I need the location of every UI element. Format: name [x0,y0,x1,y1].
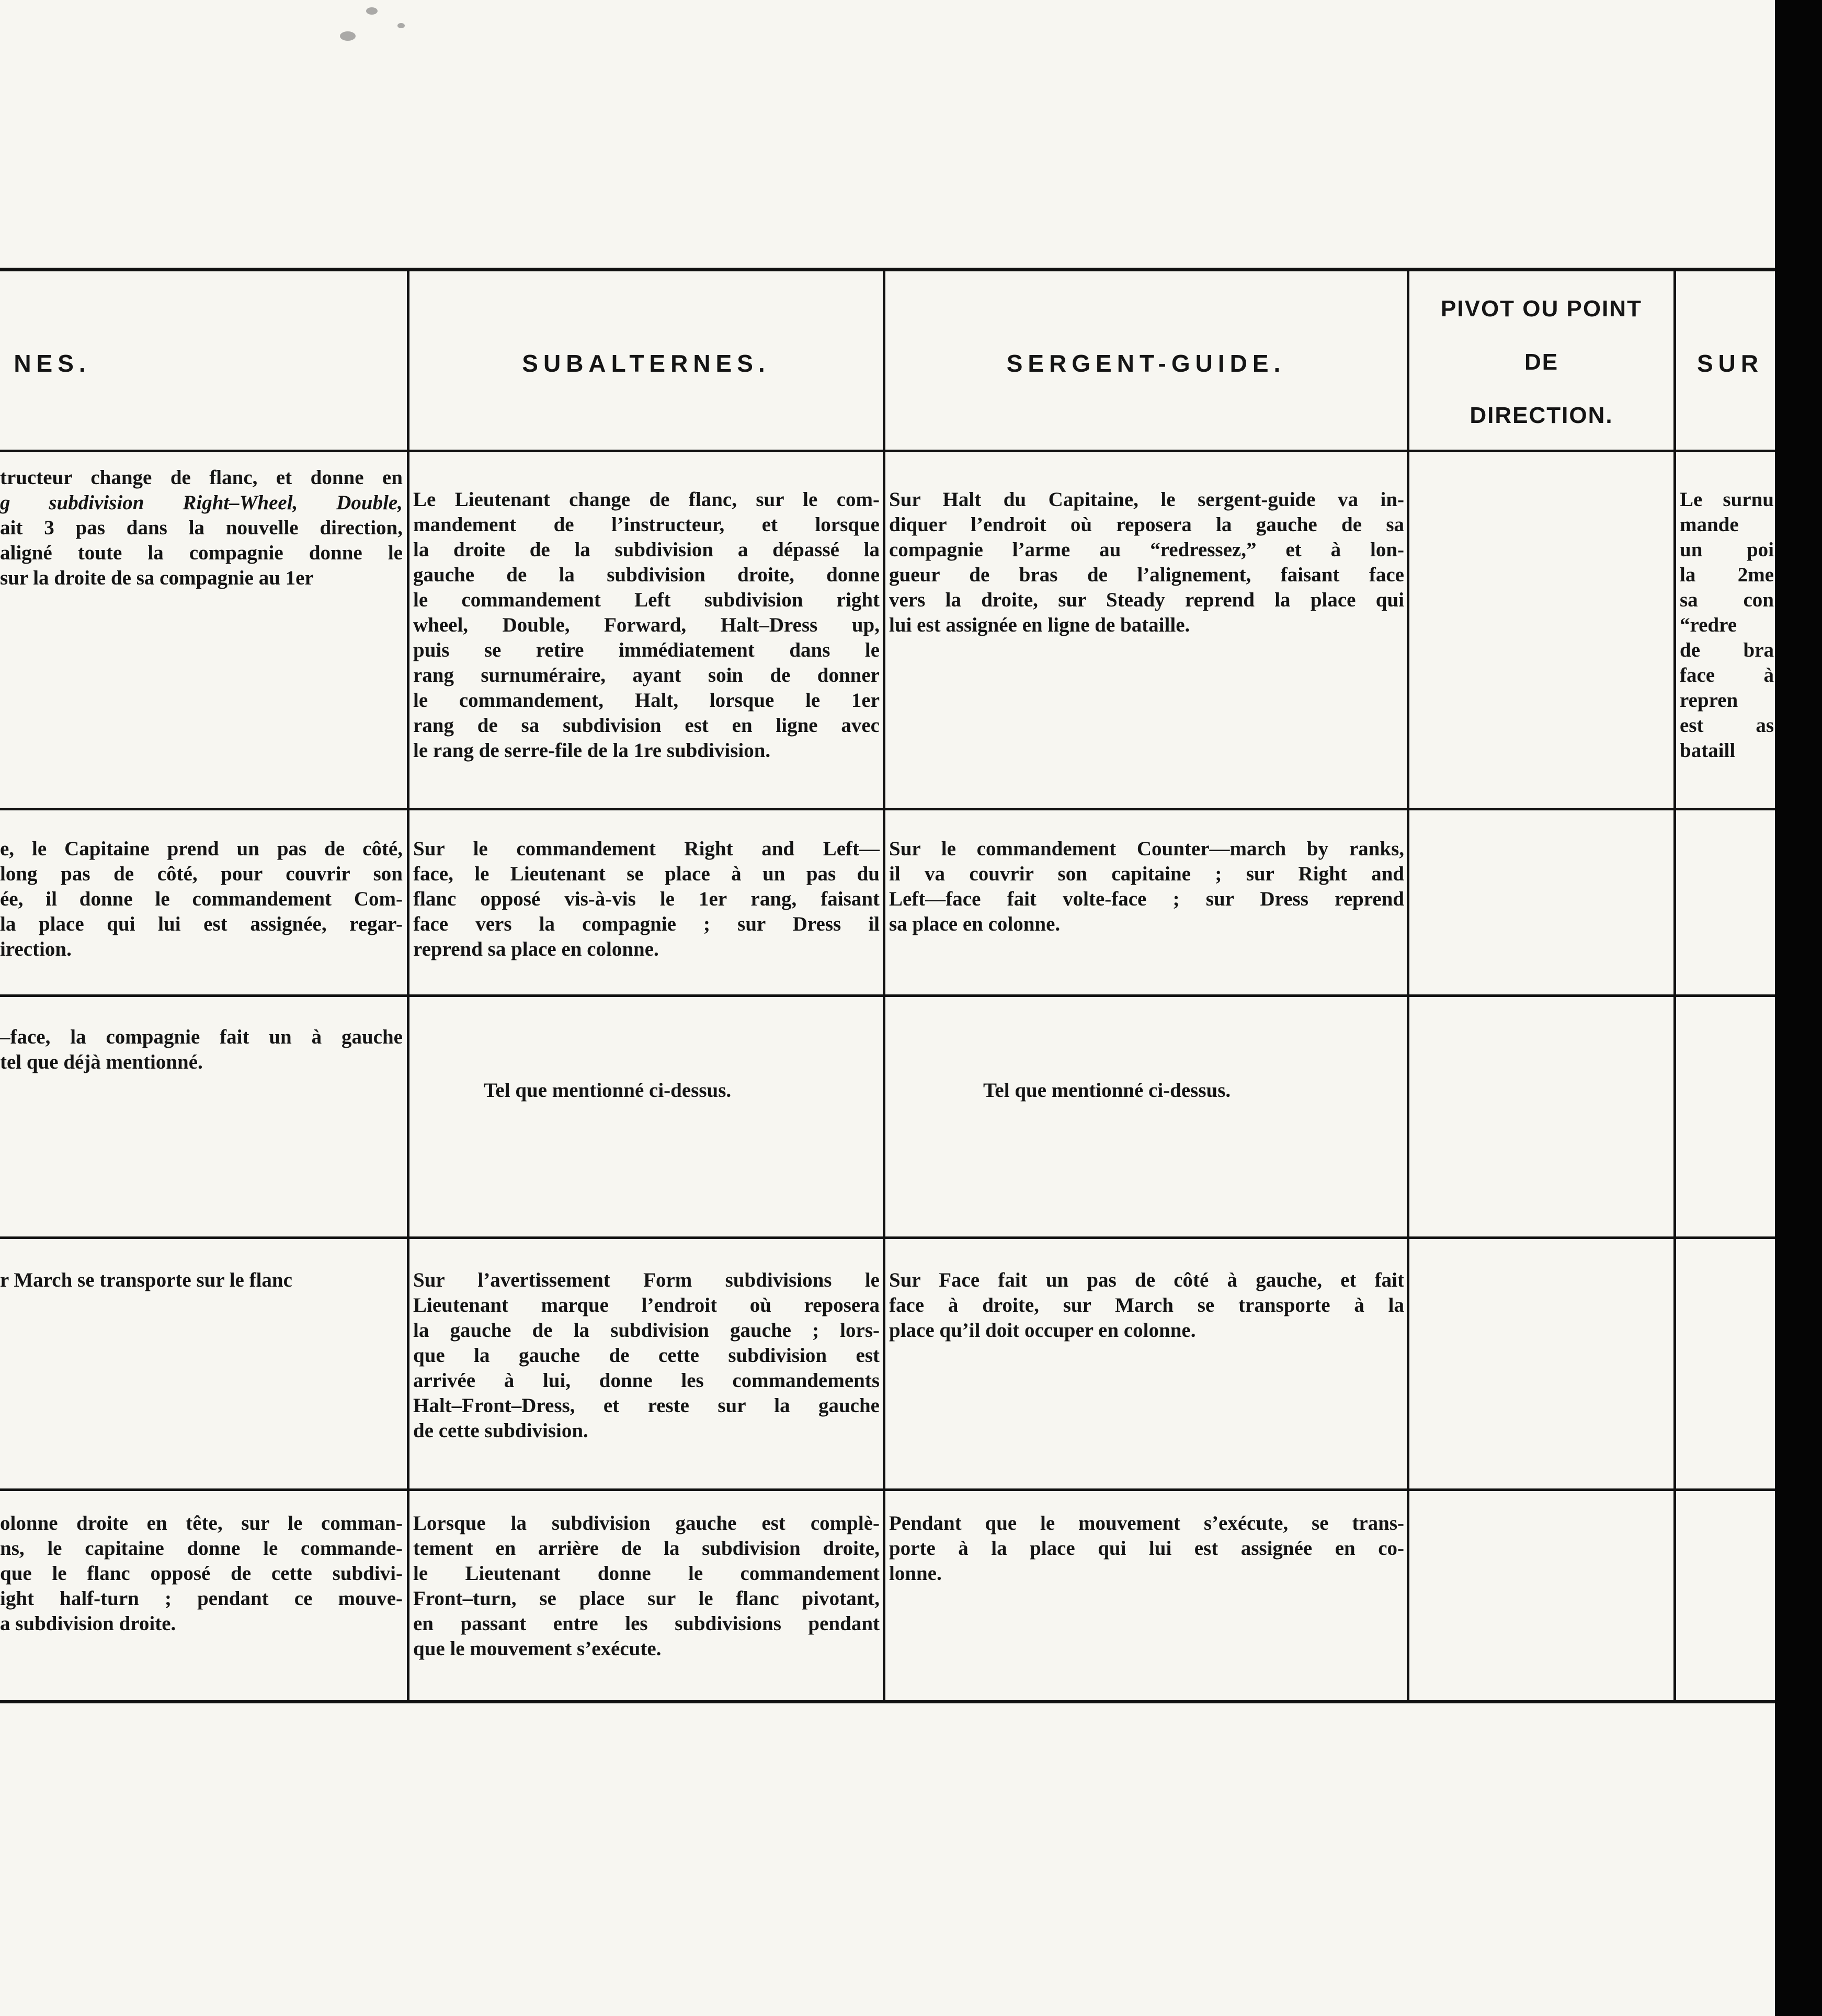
cell-line: face à [1680,664,1774,686]
cell-line: compagnie l’arme au “redressez,” et à lon- [889,539,1404,561]
cell-line: mande [1680,513,1739,536]
cell-line: Tel que mentionné ci-dessus. [484,1079,732,1102]
cell-line: de bra [1680,639,1774,661]
cell-sergent-guide [889,1511,1404,1586]
cell-line: gueur de bras de l’alignement, faisant face [889,564,1404,586]
cell-line: Lorsque la subdivision gauche est complè- [413,1512,880,1534]
column-header-capitaines: NES. [14,350,91,377]
row-rule [0,1236,1775,1239]
cell-capitaines [0,1511,403,1636]
cell-line: Sur le commandement Right and Left— [413,838,880,860]
cell-line: tel que déjà mentionné. [0,1051,203,1073]
cell-line: que le mouvement s’exécute. [413,1637,662,1660]
cell-surnumeraires [1680,487,1774,763]
ink-smudge [340,31,356,41]
pivot-header-line-2: DE [1524,349,1559,375]
cell-line: ée, il donne le commandement Com- [0,888,403,910]
ink-smudge [366,7,378,15]
ink-smudge [397,23,405,28]
cell-line: “redre [1680,614,1737,636]
scan-edge [1775,0,1822,2016]
cell-line: vers la droite, sur Steady reprend la place qui [889,589,1404,611]
cell-line: place qu’il doit occuper en colonne. [889,1319,1196,1342]
cell-subalternes [413,1511,880,1662]
cell-line: irection. [0,938,72,960]
cell-line: wheel, Double, Forward, Halt–Dress up, [413,614,880,636]
column-rule [407,268,409,1703]
cell-line: long pas de côté, pour couvrir son [0,863,403,885]
cell-line: il va couvrir son capitaine ; sur Right and [889,863,1404,885]
cell-line: Sur l’avertissement Form subdivisions le [413,1269,880,1291]
cell-sergent-guide [983,1078,1402,1103]
cell-sergent-guide [889,837,1404,937]
cell-line: la place qui lui est assignée, regar- [0,913,403,935]
cell-line: la droite de la subdivision a dépassé la [413,539,880,561]
cell-line: la gauche de la subdivision gauche ; lors- [413,1319,880,1342]
cell-line: le commandement, Halt, lorsque le 1er [413,689,880,712]
cell-line: Le surnu [1680,488,1774,511]
cell-capitaines [0,1268,403,1293]
cell-line: tructeur change de flanc, et donne en [0,466,403,489]
cell-line: que la gauche de cette subdivision est [413,1344,880,1367]
cell-subalternes [413,837,880,962]
cell-line: rang de sa subdivision est en ligne avec [413,714,880,737]
cell-line: sa con [1680,589,1774,611]
cell-line: gauche de la subdivision droite, donne [413,564,880,586]
row-rule [0,1488,1775,1491]
column-header-surnumeraires: SUR [1697,350,1764,377]
cell-line: puis se retire immédiatement dans le [413,639,880,661]
cell-line: Pendant que le mouvement s’exécute, se trans- [889,1512,1404,1534]
cell-line: Lieutenant marque l’endroit où reposera [413,1294,880,1316]
column-header-subalternes: SUBALTERNES. [522,350,770,377]
cell-line: diquer l’endroit où reposera la gauche de sa [889,513,1404,536]
cell-subalternes [413,487,880,763]
cell-line: le rang de serre-file de la 1re subdivision. [413,739,771,762]
header-bottom-rule [0,450,1775,452]
cell-subalternes [413,1268,880,1444]
column-rule [883,268,885,1703]
cell-line: reprend sa place en colonne. [413,938,659,960]
cell-capitaines [0,1025,403,1075]
cell-subalternes [484,1078,881,1103]
cell-line: sur la droite de sa compagnie au 1er [0,567,314,589]
cell-line: porte à la place qui lui est assignée en co- [889,1537,1404,1560]
cell-sergent-guide [889,1268,1404,1343]
cell-line: Sur Face fait un pas de côté à gauche, et fait [889,1269,1404,1291]
cell-line: de cette subdivision. [413,1419,588,1442]
cell-line: Halt–Front–Dress, et reste sur la gauche [413,1394,880,1417]
cell-line: est as [1680,714,1774,737]
cell-line: Sur le commandement Counter—march by ranks, [889,838,1404,860]
pivot-header-line-3: DIRECTION. [1470,403,1613,428]
column-header-pivot [1409,282,1673,442]
cell-line: face à droite, sur March se transporte à la [889,1294,1404,1316]
cell-line: en passant entre les subdivisions pendant [413,1612,880,1635]
row-rule [0,808,1775,810]
cell-line: e, le Capitaine prend un pas de côté, [0,838,403,860]
cell-line: ns, le capitaine donne le commande- [0,1537,403,1560]
cell-line: lui est assignée en ligne de bataille. [889,614,1190,636]
cell-line: arrivée à lui, donne les commandements [413,1369,880,1392]
cell-line: le Lieutenant donne le commandement [413,1562,880,1585]
cell-line: Sur Halt du Capitaine, le sergent-guide va in- [889,488,1404,511]
cell-line: rang surnuméraire, ayant soin de donner [413,664,880,686]
cell-line: Front–turn, se place sur le flanc pivotant, [413,1587,880,1610]
cell-line: a subdivision droite. [0,1612,176,1635]
cell-line: ight half-turn ; pendant ce mouve- [0,1587,403,1610]
cell-line: aligné toute la compagnie donne le [0,542,403,564]
cell-capitaines [0,837,403,962]
row-rule [0,994,1775,997]
cell-line: –face, la compagnie fait un à gauche [0,1026,403,1048]
cell-line: le commandement Left subdivision right [413,589,880,611]
cell-line: tement en arrière de la subdivision droite, [413,1537,880,1560]
cell-line: mandement de l’instructeur, et lorsque [413,513,880,536]
cell-sergent-guide [889,487,1404,638]
cell-line: lonne. [889,1562,942,1585]
pivot-header-line-1: PIVOT OU POINT [1441,296,1642,322]
cell-line: la 2me [1680,564,1774,586]
cell-line: g subdivision Right–Wheel, Double, [0,491,403,514]
cell-line: que le flanc opposé de cette subdivi- [0,1562,403,1585]
cell-line: face, le Lieutenant se place à un pas du [413,863,880,885]
cell-line: un poi [1680,539,1774,561]
column-header-sergent-guide: SERGENT-GUIDE. [1006,350,1286,377]
cell-line: r March se transporte sur le flanc [0,1269,292,1291]
cell-line: olonne droite en tête, sur le comman- [0,1512,403,1534]
table-top-rule [0,268,1775,271]
cell-line: repren [1680,689,1738,712]
cell-line: Tel que mentionné ci-dessus. [983,1079,1231,1102]
cell-line: face vers la compagnie ; sur Dress il [413,913,880,935]
cell-line: bataill [1680,739,1736,762]
column-rule [1673,268,1676,1703]
cell-capitaines [0,465,403,591]
cell-line: Le Lieutenant change de flanc, sur le com- [413,488,880,511]
cell-line: ait 3 pas dans la nouvelle direction, [0,517,403,539]
column-rule [1407,268,1409,1703]
cell-line: sa place en colonne. [889,913,1061,935]
table-bottom-rule [0,1700,1775,1703]
cell-line: flanc opposé vis-à-vis le 1er rang, faisant [413,888,880,910]
cell-line: Left—face fait volte-face ; sur Dress reprend [889,888,1404,910]
